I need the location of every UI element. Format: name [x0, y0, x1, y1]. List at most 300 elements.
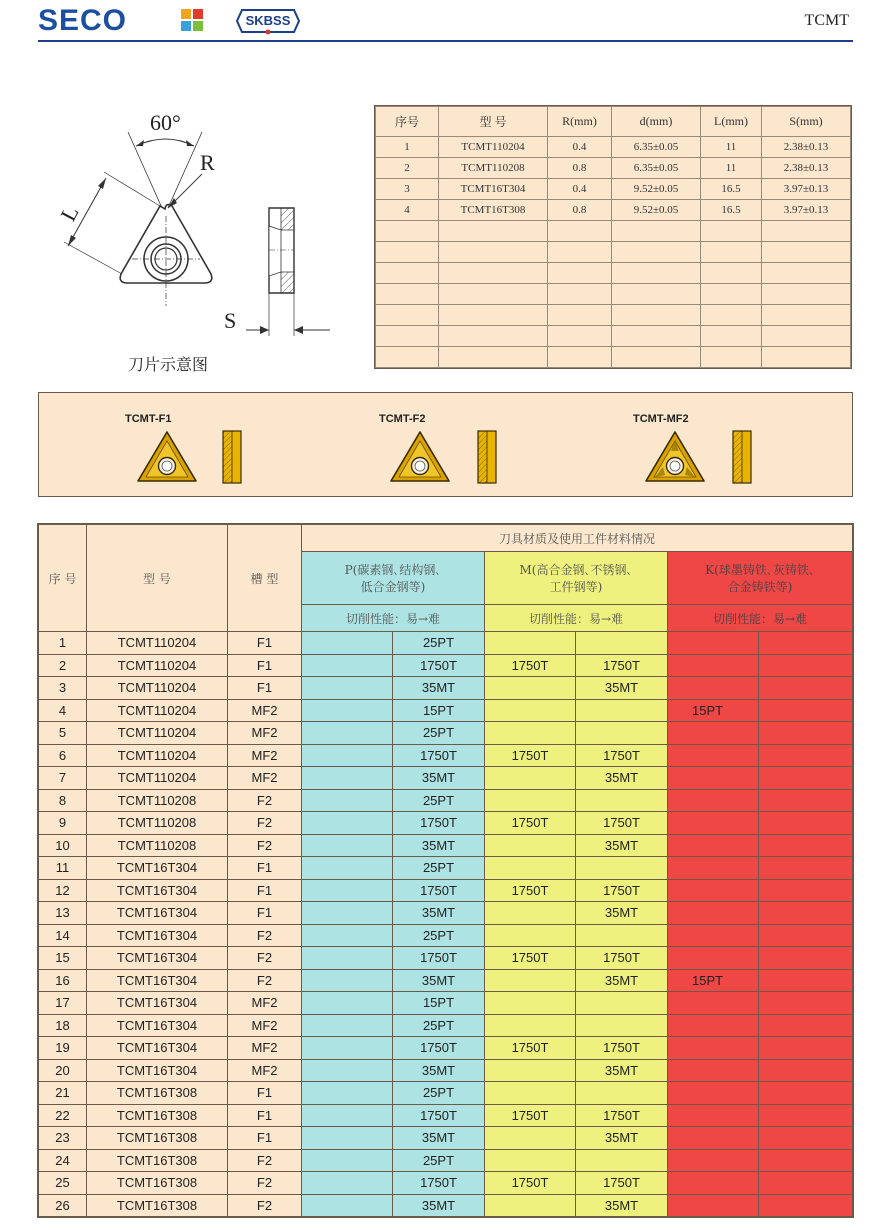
- dim-empty-cell: [376, 326, 439, 347]
- cell-groove: MF2: [228, 699, 302, 722]
- dimensions-row: [376, 158, 851, 179]
- cell-m2: [576, 992, 668, 1015]
- dimensions-empty-row: [376, 347, 851, 368]
- dim-empty-cell: [548, 347, 612, 368]
- table-row: [39, 1194, 853, 1217]
- cell-no: 26: [39, 1194, 87, 1217]
- table-row: [39, 632, 853, 655]
- cell-groove: F1: [228, 902, 302, 925]
- cell-m2: [576, 1082, 668, 1105]
- cell-m2: 35MT: [576, 1059, 668, 1082]
- cell-m2: [576, 699, 668, 722]
- dim-empty-cell: [612, 326, 701, 347]
- cell-model: TCMT16T304: [87, 947, 228, 970]
- cell-p1: [302, 969, 393, 992]
- cell-groove: F2: [228, 1172, 302, 1195]
- cell-p1: [302, 789, 393, 812]
- cell-k2: [759, 722, 853, 745]
- cell-m1: 1750T: [485, 1104, 576, 1127]
- cell-groove: F2: [228, 834, 302, 857]
- cell-groove: F1: [228, 632, 302, 655]
- cell-p1: [302, 767, 393, 790]
- angle-arc: [136, 139, 194, 146]
- cell-k1: [668, 879, 759, 902]
- cell-p1: [302, 902, 393, 925]
- cell-p1: [302, 722, 393, 745]
- cell-no: 24: [39, 1149, 87, 1172]
- cell-k1: [668, 1104, 759, 1127]
- grades-top-header: 刀具材质及使用工件材料情况: [302, 525, 853, 552]
- cell-k2: [759, 1104, 853, 1127]
- dim-cell: 6.35±0.05: [612, 137, 701, 158]
- dim-header-cell: S(mm): [762, 107, 851, 137]
- cell-m2: 1750T: [576, 744, 668, 767]
- dim-empty-cell: [762, 347, 851, 368]
- cell-p1: [302, 812, 393, 835]
- cell-m2: 35MT: [576, 767, 668, 790]
- chipbreaker-label: TCMT-MF2: [633, 413, 689, 425]
- cell-no: 14: [39, 924, 87, 947]
- cell-k1: [668, 744, 759, 767]
- cell-groove: F2: [228, 789, 302, 812]
- cell-m1: [485, 1194, 576, 1217]
- cell-k2: [759, 744, 853, 767]
- group-header-p: [302, 552, 485, 605]
- cell-p2: 1750T: [393, 744, 485, 767]
- cell-no: 7: [39, 767, 87, 790]
- cell-k1: [668, 789, 759, 812]
- cell-p2: 1750T: [393, 654, 485, 677]
- cell-groove: F1: [228, 677, 302, 700]
- dim-cell: 1: [376, 137, 439, 158]
- insert-f1-side-icon: [221, 429, 243, 485]
- cell-m2: [576, 632, 668, 655]
- table-row: [39, 789, 853, 812]
- cell-p1: [302, 1104, 393, 1127]
- cell-k1: [668, 1149, 759, 1172]
- header-divider: [38, 40, 853, 42]
- cell-model: TCMT16T308: [87, 1149, 228, 1172]
- cell-groove: F2: [228, 1149, 302, 1172]
- dim-cell: 11: [701, 137, 762, 158]
- cell-groove: F1: [228, 879, 302, 902]
- cell-groove: MF2: [228, 722, 302, 745]
- cell-k2: [759, 812, 853, 835]
- cell-m1: [485, 677, 576, 700]
- table-row: [39, 947, 853, 970]
- cell-k2: [759, 947, 853, 970]
- cell-k2: [759, 1037, 853, 1060]
- insert-f1-icon: [135, 429, 199, 485]
- page-header: [0, 0, 891, 44]
- group-k-line2: 合金铸铁等): [727, 580, 793, 594]
- grades-table: [38, 524, 853, 1217]
- thickness-label: S: [224, 308, 237, 333]
- cell-model: TCMT16T308: [87, 1172, 228, 1195]
- dim-empty-cell: [762, 263, 851, 284]
- cell-k1: [668, 767, 759, 790]
- cell-groove: MF2: [228, 992, 302, 1015]
- cell-m1: 1750T: [485, 1172, 576, 1195]
- cell-p1: [302, 1059, 393, 1082]
- dim-empty-cell: [439, 326, 548, 347]
- cell-model: TCMT110208: [87, 812, 228, 835]
- dim-empty-cell: [548, 284, 612, 305]
- dim-empty-cell: [439, 242, 548, 263]
- seco-logo: SECO: [38, 4, 128, 37]
- table-row: [39, 902, 853, 925]
- dim-empty-cell: [701, 284, 762, 305]
- cell-groove: F1: [228, 1104, 302, 1127]
- dimensions-empty-row: [376, 242, 851, 263]
- dim-empty-cell: [439, 263, 548, 284]
- dim-empty-cell: [439, 284, 548, 305]
- dim-cell: 11: [701, 158, 762, 179]
- cell-model: TCMT110204: [87, 632, 228, 655]
- cell-model: TCMT110204: [87, 654, 228, 677]
- chipbreaker-label: TCMT-F1: [125, 413, 172, 425]
- table-row: [39, 1127, 853, 1150]
- cell-p2: 25PT: [393, 1014, 485, 1037]
- dim-empty-cell: [612, 263, 701, 284]
- dim-empty-cell: [376, 347, 439, 368]
- cell-p2: 35MT: [393, 834, 485, 857]
- cell-p1: [302, 879, 393, 902]
- dim-cell: 0.8: [548, 158, 612, 179]
- cell-no: 18: [39, 1014, 87, 1037]
- dim-empty-cell: [612, 347, 701, 368]
- cell-k1: [668, 1127, 759, 1150]
- dim-cell: 2: [376, 158, 439, 179]
- cell-groove: F1: [228, 1082, 302, 1105]
- cell-k1: [668, 947, 759, 970]
- dimensions-empty-row: [376, 263, 851, 284]
- cell-no: 6: [39, 744, 87, 767]
- cell-k1: [668, 1172, 759, 1195]
- cell-m2: [576, 1149, 668, 1172]
- cell-k2: [759, 767, 853, 790]
- dimensions-empty-row: [376, 326, 851, 347]
- table-row: [39, 1014, 853, 1037]
- dim-cell: 2.38±0.13: [762, 137, 851, 158]
- dim-cell: TCMT16T308: [439, 200, 548, 221]
- cell-groove: F2: [228, 1194, 302, 1217]
- dim-cell: 2.38±0.13: [762, 158, 851, 179]
- cell-m1: [485, 834, 576, 857]
- cell-k2: [759, 1082, 853, 1105]
- page-code: TCMT: [804, 12, 849, 29]
- table-row: [39, 834, 853, 857]
- cell-p2: 15PT: [393, 992, 485, 1015]
- cell-p2: 35MT: [393, 677, 485, 700]
- cell-p2: 25PT: [393, 722, 485, 745]
- dim-cell: TCMT110208: [439, 158, 548, 179]
- cell-m2: 35MT: [576, 677, 668, 700]
- group-header-k: [668, 552, 853, 605]
- cell-p2: 35MT: [393, 902, 485, 925]
- cell-k2: [759, 699, 853, 722]
- cell-m2: 1750T: [576, 812, 668, 835]
- cell-no: 4: [39, 699, 87, 722]
- cell-no: 23: [39, 1127, 87, 1150]
- table-row: [39, 1082, 853, 1105]
- cell-model: TCMT16T304: [87, 1059, 228, 1082]
- dimensions-empty-row: [376, 221, 851, 242]
- cell-p2: 1750T: [393, 1037, 485, 1060]
- cell-groove: MF2: [228, 1059, 302, 1082]
- dim-empty-cell: [701, 347, 762, 368]
- cell-p1: [302, 699, 393, 722]
- cell-model: TCMT16T304: [87, 969, 228, 992]
- cell-k2: [759, 632, 853, 655]
- cell-groove: MF2: [228, 767, 302, 790]
- cell-groove: MF2: [228, 744, 302, 767]
- cell-p1: [302, 834, 393, 857]
- cell-model: TCMT16T308: [87, 1127, 228, 1150]
- cell-p2: 1750T: [393, 879, 485, 902]
- cell-m1: [485, 1082, 576, 1105]
- insert-side-view: [269, 208, 294, 293]
- dim-cell: TCMT110204: [439, 137, 548, 158]
- cell-m2: [576, 1014, 668, 1037]
- cell-k2: [759, 902, 853, 925]
- angle-line-right: [168, 132, 202, 208]
- cell-model: TCMT110204: [87, 722, 228, 745]
- cell-m2: 1750T: [576, 654, 668, 677]
- dim-header-cell: 型 号: [439, 107, 548, 137]
- dim-cell: 3.97±0.13: [762, 179, 851, 200]
- dim-header-cell: 序号: [376, 107, 439, 137]
- table-row: [39, 1149, 853, 1172]
- insert-f2-icon: [388, 429, 452, 485]
- cell-m2: 35MT: [576, 834, 668, 857]
- length-label: L: [55, 201, 84, 226]
- dim-cell: 16.5: [701, 179, 762, 200]
- cell-m1: [485, 857, 576, 880]
- cell-k1: [668, 677, 759, 700]
- table-row: [39, 699, 853, 722]
- chipbreaker-label: TCMT-F2: [379, 413, 426, 425]
- cell-k2: [759, 1194, 853, 1217]
- dim-cell: 9.52±0.05: [612, 179, 701, 200]
- cell-k1: [668, 992, 759, 1015]
- seco-logo-mark: [181, 9, 203, 31]
- cell-k1: 15PT: [668, 699, 759, 722]
- cell-k2: [759, 677, 853, 700]
- cell-k2: [759, 879, 853, 902]
- dim-empty-cell: [701, 305, 762, 326]
- cell-m1: [485, 1149, 576, 1172]
- cell-p2: 35MT: [393, 1127, 485, 1150]
- cell-groove: F2: [228, 924, 302, 947]
- cell-k2: [759, 789, 853, 812]
- cell-k2: [759, 1014, 853, 1037]
- cell-k1: [668, 654, 759, 677]
- cell-no: 15: [39, 947, 87, 970]
- cell-p1: [302, 654, 393, 677]
- dimensions-row: [376, 137, 851, 158]
- cell-model: TCMT110208: [87, 834, 228, 857]
- table-row: [39, 1037, 853, 1060]
- cell-p1: [302, 1127, 393, 1150]
- cell-model: TCMT16T304: [87, 924, 228, 947]
- dim-empty-cell: [612, 284, 701, 305]
- cell-m2: 35MT: [576, 1127, 668, 1150]
- cell-k1: [668, 812, 759, 835]
- cell-m1: [485, 767, 576, 790]
- table-row: [39, 654, 853, 677]
- cell-m1: 1750T: [485, 947, 576, 970]
- cell-p1: [302, 857, 393, 880]
- cell-groove: F2: [228, 947, 302, 970]
- insert-diagram: [40, 96, 360, 386]
- group-m-line1: M(高合金钢､不锈钢､: [519, 563, 633, 577]
- dim-empty-cell: [701, 221, 762, 242]
- cell-m2: 1750T: [576, 1104, 668, 1127]
- dim-empty-cell: [701, 263, 762, 284]
- cell-p1: [302, 677, 393, 700]
- insert-mf2-icon: [643, 429, 707, 485]
- cell-p2: 25PT: [393, 789, 485, 812]
- cell-no: 12: [39, 879, 87, 902]
- cell-k1: [668, 902, 759, 925]
- cell-no: 21: [39, 1082, 87, 1105]
- table-row: [39, 677, 853, 700]
- cell-groove: F2: [228, 812, 302, 835]
- dim-empty-cell: [612, 221, 701, 242]
- cell-model: TCMT16T308: [87, 1104, 228, 1127]
- cell-p2: 25PT: [393, 632, 485, 655]
- cell-k1: [668, 1059, 759, 1082]
- col-header-model: 型 号: [87, 525, 228, 632]
- cell-p2: 25PT: [393, 1082, 485, 1105]
- cell-no: 1: [39, 632, 87, 655]
- dim-empty-cell: [762, 305, 851, 326]
- cell-m2: 35MT: [576, 969, 668, 992]
- dim-empty-cell: [548, 221, 612, 242]
- dim-empty-cell: [612, 305, 701, 326]
- cell-m1: [485, 789, 576, 812]
- cell-k2: [759, 992, 853, 1015]
- cell-model: TCMT16T304: [87, 902, 228, 925]
- cell-model: TCMT110204: [87, 767, 228, 790]
- performance-k: 切削性能：易→难: [668, 605, 853, 632]
- cell-p1: [302, 924, 393, 947]
- col-header-groove: 槽 型: [228, 525, 302, 632]
- cell-no: 22: [39, 1104, 87, 1127]
- cell-p2: 35MT: [393, 1194, 485, 1217]
- cell-p2: 15PT: [393, 699, 485, 722]
- group-p-line1: P(碳素钢､结构钢､: [344, 563, 442, 577]
- cell-k1: [668, 632, 759, 655]
- cell-model: TCMT16T304: [87, 1037, 228, 1060]
- table-row: [39, 992, 853, 1015]
- cell-no: 13: [39, 902, 87, 925]
- dim-cell: 0.4: [548, 179, 612, 200]
- cell-k2: [759, 1149, 853, 1172]
- skbss-logo: [236, 9, 300, 35]
- cell-groove: MF2: [228, 1037, 302, 1060]
- cell-groove: F1: [228, 1127, 302, 1150]
- cell-k1: [668, 857, 759, 880]
- cell-no: 2: [39, 654, 87, 677]
- cell-p2: 25PT: [393, 1149, 485, 1172]
- cell-m1: [485, 902, 576, 925]
- table-row: [39, 1059, 853, 1082]
- performance-m: 切削性能：易→难: [485, 605, 668, 632]
- length-ext-top: [104, 172, 160, 206]
- cell-p1: [302, 744, 393, 767]
- cell-groove: F2: [228, 969, 302, 992]
- table-row: [39, 969, 853, 992]
- skbss-logo-text: SKBSS: [245, 13, 291, 28]
- cell-k2: [759, 969, 853, 992]
- dim-empty-cell: [439, 221, 548, 242]
- cell-k2: [759, 1059, 853, 1082]
- performance-p: 切削性能：易→难: [302, 605, 485, 632]
- cell-k2: [759, 834, 853, 857]
- cell-m1: 1750T: [485, 654, 576, 677]
- cell-k1: [668, 1194, 759, 1217]
- cell-p1: [302, 1037, 393, 1060]
- dimensions-row: [376, 200, 851, 221]
- cell-m1: [485, 632, 576, 655]
- cell-m2: [576, 924, 668, 947]
- dim-empty-cell: [762, 242, 851, 263]
- dim-cell: TCMT16T304: [439, 179, 548, 200]
- group-p-line2: 低合金钢等): [360, 580, 426, 594]
- dim-empty-cell: [376, 284, 439, 305]
- cell-groove: F1: [228, 857, 302, 880]
- cell-model: TCMT16T304: [87, 1014, 228, 1037]
- table-row: [39, 924, 853, 947]
- cell-k1: [668, 1037, 759, 1060]
- cell-m2: 1750T: [576, 1037, 668, 1060]
- cell-k2: [759, 654, 853, 677]
- cell-p1: [302, 1149, 393, 1172]
- length-ext-bottom: [64, 242, 122, 274]
- dimensions-header-row: [376, 107, 851, 137]
- cell-model: TCMT16T304: [87, 857, 228, 880]
- dim-empty-cell: [548, 305, 612, 326]
- insert-mf2-side-icon: [731, 429, 753, 485]
- cell-m1: [485, 969, 576, 992]
- cell-p2: 35MT: [393, 1059, 485, 1082]
- cell-m1: [485, 699, 576, 722]
- cell-p2: 35MT: [393, 969, 485, 992]
- dim-cell: 0.4: [548, 137, 612, 158]
- cell-p1: [302, 947, 393, 970]
- cell-p1: [302, 632, 393, 655]
- cell-p2: 1750T: [393, 812, 485, 835]
- dim-empty-cell: [548, 242, 612, 263]
- cell-no: 3: [39, 677, 87, 700]
- cell-m1: 1750T: [485, 879, 576, 902]
- cell-p2: 1750T: [393, 1172, 485, 1195]
- cell-p1: [302, 992, 393, 1015]
- cell-m1: 1750T: [485, 812, 576, 835]
- dim-cell: 4: [376, 200, 439, 221]
- cell-p2: 35MT: [393, 767, 485, 790]
- dim-empty-cell: [376, 221, 439, 242]
- cell-k1: [668, 722, 759, 745]
- table-row: [39, 879, 853, 902]
- dim-empty-cell: [439, 347, 548, 368]
- cell-m2: [576, 722, 668, 745]
- cell-no: 8: [39, 789, 87, 812]
- cell-k1: [668, 1014, 759, 1037]
- table-row: [39, 1104, 853, 1127]
